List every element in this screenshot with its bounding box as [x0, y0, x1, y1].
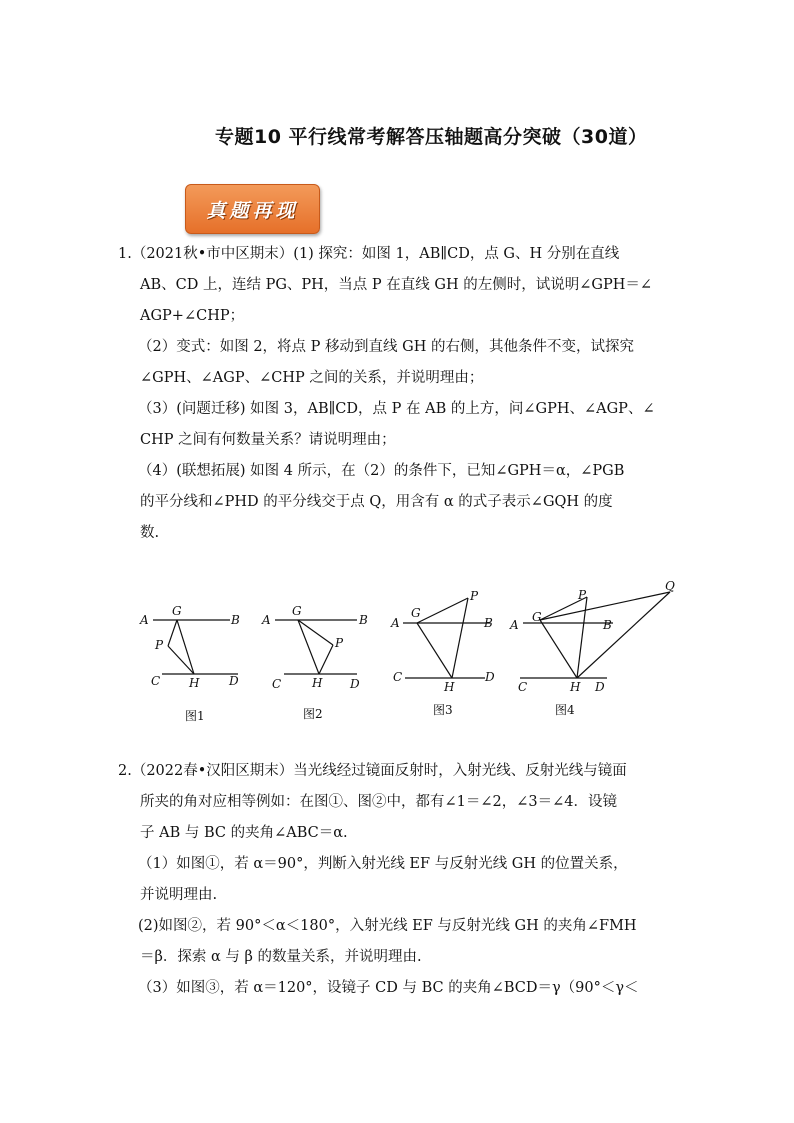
point-label: G	[292, 604, 302, 618]
q1-line: 数.	[140, 525, 160, 541]
q1-line: CHP 之间有何数量关系？请说明理由；	[140, 432, 396, 448]
point-label: B	[484, 616, 493, 630]
point-label: P	[470, 589, 479, 603]
figure-caption: 图1	[185, 709, 205, 723]
point-label: C	[393, 670, 403, 684]
point-label: H	[312, 676, 323, 690]
question-1	[118, 239, 655, 549]
q2-line: （3）如图③，若 α＝120°，设镜子 CD 与 BC 的夹角∠BCD＝γ（90°＜γ＜	[138, 980, 639, 996]
page-title: 专题10 平行线常考解答压轴题高分突破（30道）	[215, 126, 648, 148]
q2-line: (2)如图②，若 90°＜α＜180°，入射光线 EF 与反射光线 GH 的夹角∠FMH	[138, 918, 637, 934]
point-label: P	[578, 588, 587, 602]
q1-line: （4）(联想拓展) 如图 4 所示，在（2）的条件下，已知∠GPH＝α，∠PGB	[138, 463, 625, 479]
point-label: P	[155, 638, 164, 652]
point-label: H	[444, 680, 455, 694]
point-label: H	[570, 680, 581, 694]
point-label: A	[510, 618, 519, 632]
figure-caption: 图4	[555, 703, 575, 717]
point-label: C	[518, 680, 528, 694]
point-label: G	[172, 604, 182, 618]
point-label: D	[485, 670, 495, 684]
point-label: Q	[665, 579, 675, 593]
point-label: G	[532, 610, 542, 624]
q2-line: 2.（2022春•汉阳区期末）当光线经过镜面反射时，入射光线、反射光线与镜面	[118, 763, 627, 779]
q1-line: （2）变式：如图 2，将点 P 移动到直线 GH 的右侧，其他条件不变，试探究	[138, 339, 634, 355]
q2-line: 并说明理由.	[140, 887, 218, 903]
point-label: P	[335, 636, 344, 650]
q1-figures	[135, 575, 695, 729]
q2-line: 所夹的角对应相等例如：在图①、图②中，都有∠1＝∠2，∠3＝∠4．设镜	[140, 794, 617, 810]
q2-line: （1）如图①，若 α＝90°，判断入射光线 EF 与反射光线 GH 的位置关系，	[138, 856, 628, 872]
q1-line: 1.（2021秋•市中区期末）(1) 探究：如图 1，AB∥CD，点 G、H 分别在直线	[118, 246, 620, 262]
q1-line: （3）(问题迁移) 如图 3，AB∥CD，点 P 在 AB 的上方，问∠GPH、∠AGP、∠	[138, 401, 655, 417]
section-tag	[185, 184, 320, 234]
q2-line: ＝β．探索 α 与 β 的数量关系，并说明理由.	[140, 949, 422, 965]
point-label: A	[140, 613, 149, 627]
point-label: A	[262, 613, 271, 627]
point-label: D	[595, 680, 605, 694]
point-label: B	[231, 613, 240, 627]
q1-line: AGP+∠CHP；	[140, 308, 245, 324]
geometry-figures	[135, 575, 695, 725]
q1-line: AB、CD 上，连结 PG、PH，当点 P 在直线 GH 的左侧时，试说明∠GPH＝∠	[140, 277, 653, 293]
point-label: C	[151, 674, 161, 688]
q2-line: 子 AB 与 BC 的夹角∠ABC＝α.	[140, 825, 348, 841]
figure-caption: 图2	[303, 707, 323, 721]
figure-caption: 图3	[433, 703, 453, 717]
q1-line: 的平分线和∠PHD 的平分线交于点 Q，用含有 α 的式子表示∠GQH 的度	[140, 494, 613, 510]
question-2	[118, 756, 639, 1004]
point-label: D	[229, 674, 239, 688]
point-label: G	[411, 606, 421, 620]
point-label: D	[350, 677, 360, 691]
section-tag-label: 真题再现	[206, 199, 299, 222]
point-label: B	[603, 618, 612, 632]
point-label: B	[359, 613, 368, 627]
q1-line: ∠GPH、∠AGP、∠CHP 之间的关系，并说明理由；	[140, 370, 484, 386]
point-label: A	[391, 616, 400, 630]
point-label: C	[272, 677, 282, 691]
point-label: H	[189, 676, 200, 690]
